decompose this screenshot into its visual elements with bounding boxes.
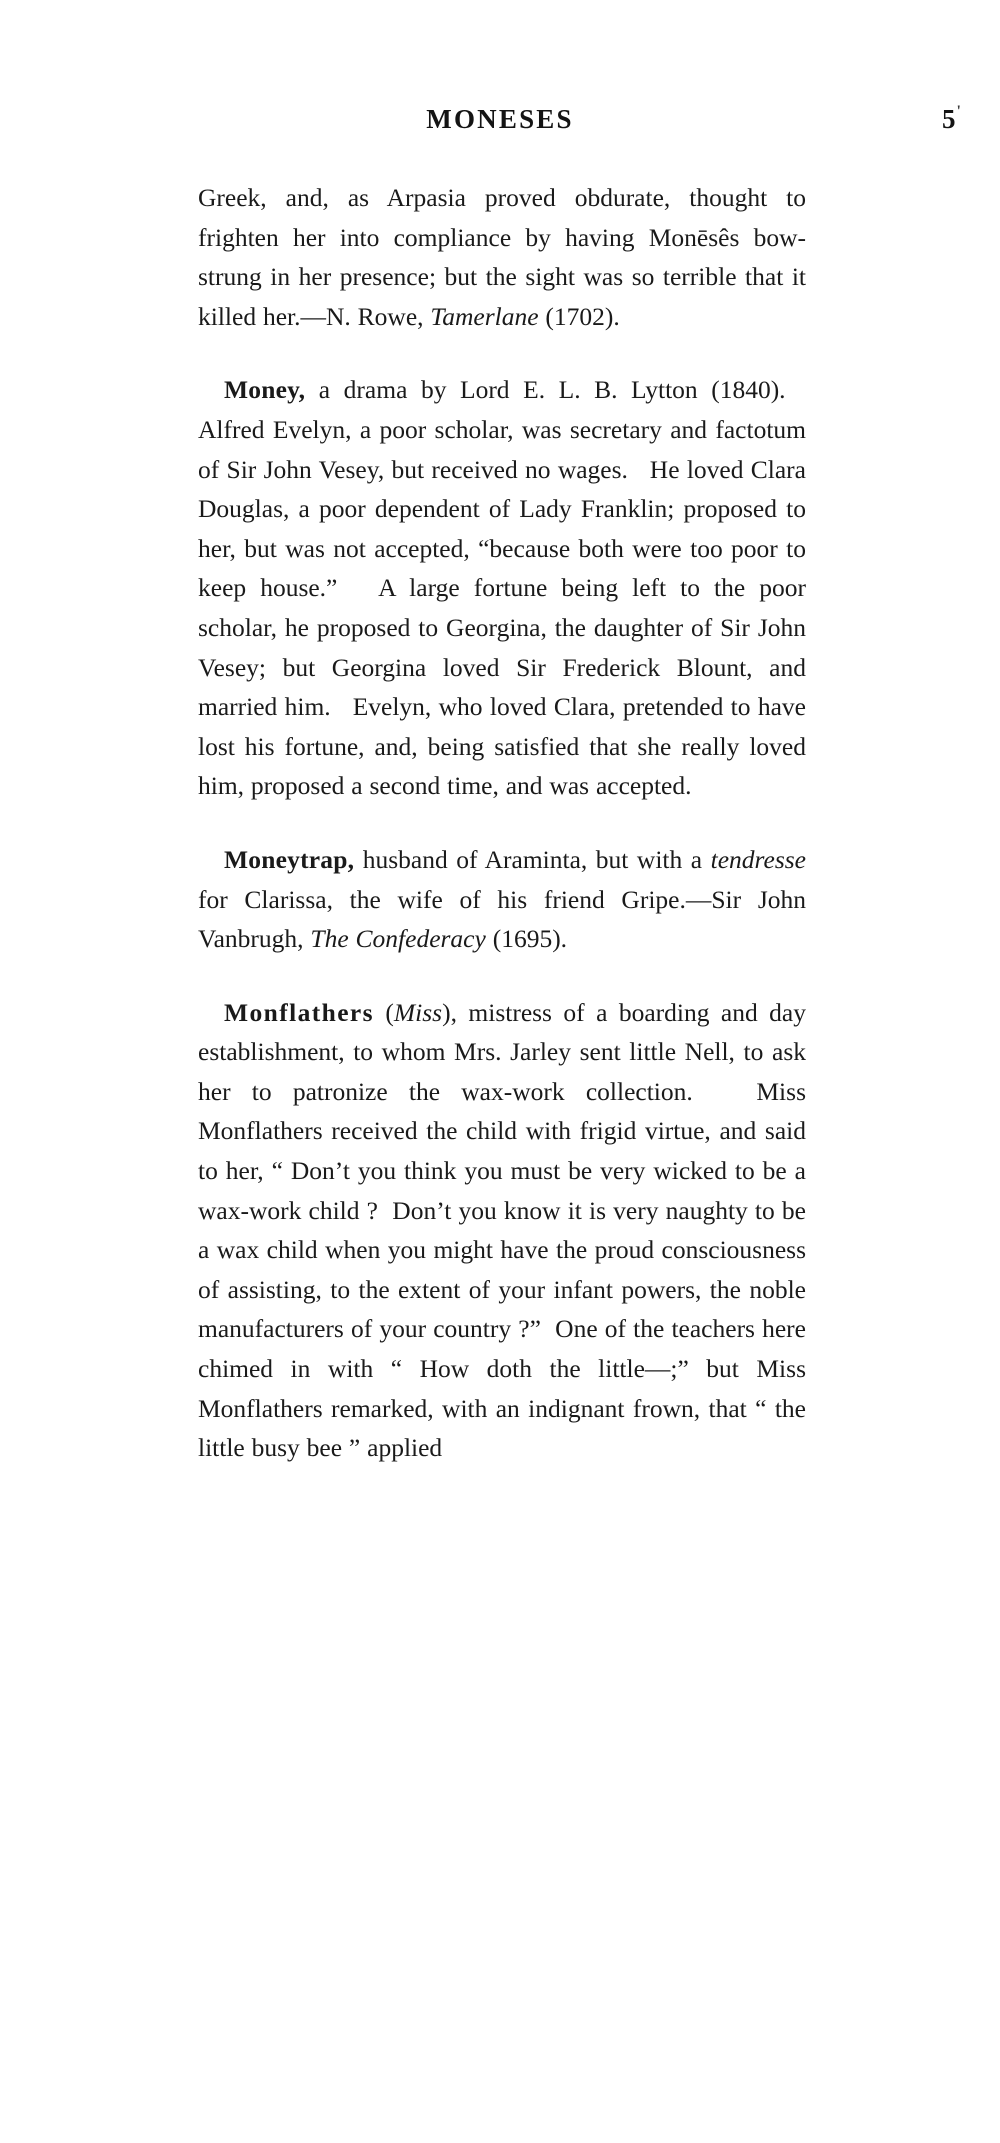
paragraph-monflathers: Monflathers (Miss), mistress of a boarding and day establishment, to whom Mrs. Jarley sent little Nell, to ask her to patronize the wax-work collection. Miss Monflathers received the child with frigid virtue, and said to her, “ Don’t you think you must be very wicked to be a wax-work child ? Don’t you know it is very naughty to be a wax child when you might have the proud consciousness of assisting, to the extent of your infant powers, the noble manufacturers of your country ?” One of the teachers here chimed in with “ How doth the little—;” but Miss Monflathers remarked, with an indignant frown, that “ the little busy bee ” applied	[198, 997, 806, 1463]
paragraph-moneses-continued: Greek, and, as Arpasia proved obdurate, thought to frighten her into compliance by having Monēsês bow-strung in her presence; but the sight was so terrible that it killed her.—N. Rowe, Tamerlane (1702).	[198, 183, 806, 331]
folio-mark: '	[956, 103, 961, 120]
page-header	[0, 104, 1000, 144]
running-head: MONESES	[426, 104, 574, 134]
paragraph-money: Money, a drama by Lord E. L. B. Lytton (1840). Alfred Evelyn, a poor scholar, was secretary and factotum of Sir John Vesey, but received no wages. He loved Clara Douglas, a poor dependent of Lady Franklin; proposed to her, but was not accepted, “because both were too poor to keep house.” A large fortune being left to the poor scholar, he proposed to Georgina, the daughter of Sir John Vesey; but Georgina loved Sir Frederick Blount, and married him. Evelyn, who loved Clara, pretended to have lost his fortune, and, being satisfied that she really loved him, proposed a second time, and was accepted.	[198, 375, 806, 801]
page-number	[942, 104, 960, 135]
folio-number: 5	[942, 104, 956, 134]
text-column	[198, 178, 806, 1468]
paragraph-moneytrap: Moneytrap, husband of Araminta, but with a tendresse for Clarissa, the wife of his friend Gripe.—Sir John Vanbrugh, The Confederacy (1695).	[198, 844, 806, 954]
